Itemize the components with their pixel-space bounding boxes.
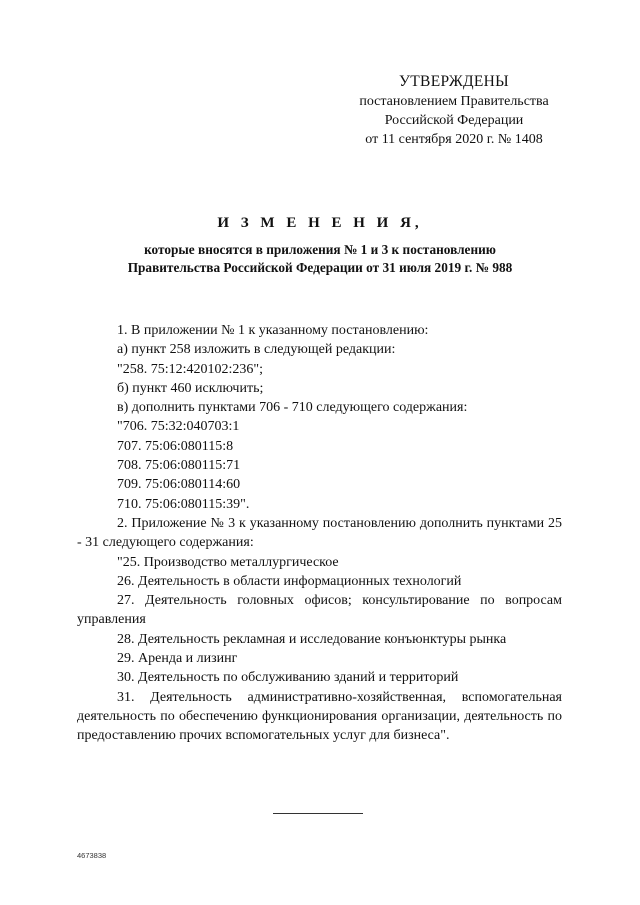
item-1-c-line: 707. 75:06:080115:8 xyxy=(117,438,234,454)
approval-line-3: от 11 сентября 2020 г. № 1408 xyxy=(365,132,543,147)
document-code: 4673838 xyxy=(77,851,107,860)
document-subtitle-line-1: которые вносятся в приложения № 1 и 3 к постановлению xyxy=(144,242,496,257)
approval-line-1: постановлением Правительства xyxy=(359,94,549,109)
item-1-c-line: 708. 75:06:080115:71 xyxy=(117,458,241,474)
item-1-b: б) пункт 460 исключить; xyxy=(117,380,264,396)
item-2-line: 31. Деятельность административно-хозяйственная, вспомогательная деятельность по обеспечению функционирования организации, деятельность по предоставлению прочих вспомогательных услуг для бизнеса". xyxy=(77,689,562,744)
item-1-c: в) дополнить пунктами 706 - 710 следующего содержания: xyxy=(117,400,468,416)
document-subtitle-line-2: Правительства Российской Федерации от 31 июля 2019 г. № 988 xyxy=(127,260,513,275)
item-2-intro: 2. Приложение № 3 к указанному постановлению дополнить пунктами 25 - 31 следующего содержания: xyxy=(77,515,562,551)
item-1-c-line: 710. 75:06:080115:39". xyxy=(117,496,250,512)
document-title: И З М Е Н Е Н И Я, xyxy=(217,215,423,231)
item-1-intro: 1. В приложении № 1 к указанному постановлению: xyxy=(117,323,429,338)
item-2-line: "25. Производство металлургическое xyxy=(117,554,339,570)
item-2-line: 30. Деятельность по обслуживанию зданий и территорий xyxy=(117,670,459,686)
item-2-line: 29. Аренда и лизинг xyxy=(117,651,238,667)
item-2-line: 27. Деятельность головных офисов; консультирование по вопросам управления xyxy=(77,593,562,628)
closing-divider xyxy=(273,813,363,814)
item-1-c-line: 709. 75:06:080114:60 xyxy=(117,477,241,493)
item-2-line: 26. Деятельность в области информационных технологий xyxy=(117,573,462,589)
item-1-c-line: "706. 75:32:040703:1 xyxy=(117,419,240,435)
document-title-block xyxy=(60,213,580,277)
item-2-line: 28. Деятельность рекламная и исследование конъюнктуры рынка xyxy=(117,631,507,647)
approval-stamp xyxy=(340,72,568,149)
approval-heading: УТВЕРЖДЕНЫ xyxy=(399,73,509,90)
document-body xyxy=(77,321,562,746)
approval-line-2: Российской Федерации xyxy=(384,113,524,128)
item-1-a: а) пункт 258 изложить в следующей редакции: xyxy=(117,342,396,358)
item-1-a-text: "258. 75:12:420102:236"; xyxy=(117,361,263,377)
